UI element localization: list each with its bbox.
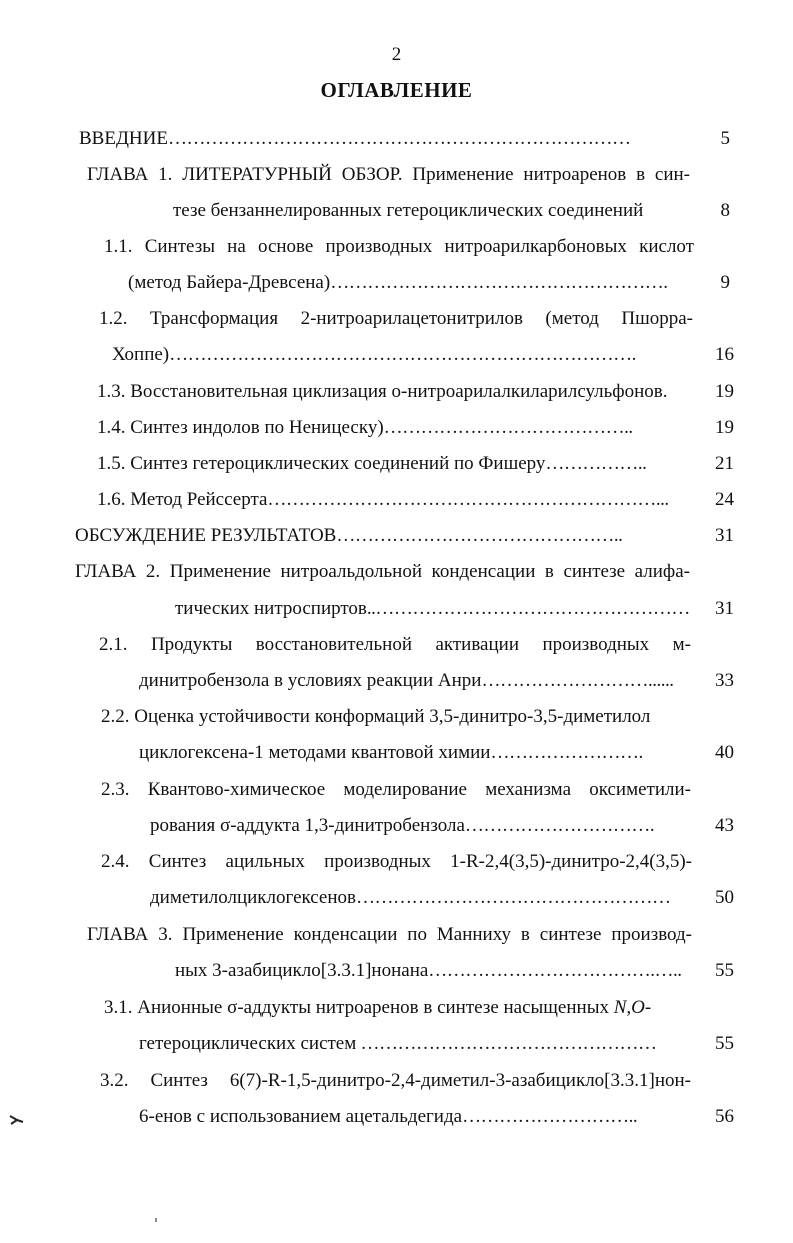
toc-text: Хоппе) <box>112 344 170 365</box>
toc-section-2-4-line2 <box>150 885 671 911</box>
toc-leader: …………….. <box>545 453 647 474</box>
toc-page-1-3: 19 <box>715 381 734 402</box>
toc-page-1-6: 24 <box>715 489 734 510</box>
toc-leader: ……………………………….….. <box>428 960 682 981</box>
toc-section-2-1-line2 <box>139 668 673 694</box>
page-number: 2 <box>391 44 402 65</box>
toc-section-1-1-line2 <box>128 270 667 296</box>
toc-section-1-3: 1.3. Восстановительная циклизация о-нитроарилалкиларилсульфонов. <box>97 381 668 402</box>
toc-section-2-3-line2 <box>150 813 654 839</box>
toc-chapter-3-line2 <box>175 958 682 984</box>
toc-chapter-1-line1: ГЛАВА 1. ЛИТЕРАТУРНЫЙ ОБЗОР. Применение нитроаренов в син- <box>87 164 690 185</box>
toc-section-1-2-line1: 1.2. Трансформация 2-нитроарилацетонитрилов (метод Пшорра- <box>99 308 693 329</box>
toc-leader: …………………………. <box>464 815 655 836</box>
toc-section-3-1-line2 <box>139 1031 657 1057</box>
toc-section-2-2-line1: 2.2. Оценка устойчивости конформаций 3,5-динитро-3,5-диметилол <box>101 706 651 727</box>
toc-section-1-5 <box>97 451 646 477</box>
toc-text: 1.4. Синтез индолов по Неницеску) <box>97 417 384 438</box>
toc-page-1-2: 16 <box>715 344 734 365</box>
toc-leader: ……………………….. <box>462 1106 638 1127</box>
toc-text: ОБСУЖДЕНИЕ РЕЗУЛЬТАТОВ <box>75 525 337 546</box>
toc-italic-text: N,O- <box>613 997 652 1018</box>
toc-section-1-6 <box>97 487 669 513</box>
toc-text: тических нитроспиртов <box>175 598 367 619</box>
toc-section-1-2-line2 <box>112 342 636 368</box>
toc-leader: ………………………………………………. <box>330 272 668 293</box>
toc-text: 3.1. Анионные σ-аддукты нитроаренов в синтезе насыщенных <box>104 997 614 1018</box>
toc-page-intro: 5 <box>720 128 730 149</box>
toc-text: 1.6. Метод Рейссерта <box>97 489 268 510</box>
toc-leader: ………………………………………………………………… <box>167 128 631 149</box>
toc-leader: ………………………...... <box>481 670 674 691</box>
page-title: ОГЛАВЛЕНИЕ <box>320 78 473 102</box>
toc-section-2-4-line1: 2.4. Синтез ацильных производных 1-R-2,4(3,5)-динитро-2,4(3,5)- <box>101 851 692 872</box>
toc-page-discussion: 31 <box>715 525 734 546</box>
toc-text: ных 3-азабицикло[3.3.1]нонана <box>175 960 429 981</box>
toc-text: 1.5. Синтез гетероциклических соединений по Фишеру <box>97 453 546 474</box>
toc-text: гетероциклических систем <box>139 1033 357 1054</box>
toc-leader: ..…………………………………………… <box>366 598 690 619</box>
toc-page-2-1: 33 <box>715 670 734 691</box>
toc-text: рования σ-аддукта 1,3-динитробензола <box>150 815 465 836</box>
toc-page-2-2: 40 <box>715 742 734 763</box>
toc-leader: ………………………………………… <box>356 1033 657 1054</box>
scan-mark-icon <box>8 1113 26 1132</box>
toc-chapter-3-line1: ГЛАВА 3. Применение конденсации по Манниху в синтезе производ- <box>87 924 692 945</box>
toc-section-2-2-line2 <box>139 740 643 766</box>
toc-leader: ……………………………………….. <box>336 525 623 546</box>
toc-leader: ……………………. <box>490 742 643 763</box>
toc-text: ВВЕДНИЕ <box>79 128 168 149</box>
toc-section-2-1-line1: 2.1. Продукты восстановительной активации производных м- <box>99 634 691 655</box>
toc-text: диметилолциклогексенов <box>150 887 356 908</box>
toc-text: циклогексена-1 методами квантовой химии <box>139 742 491 763</box>
toc-chapter-1-line2: тезе бензаннелированных гетероциклических соединений <box>173 200 644 221</box>
toc-section-3-2-line2 <box>139 1104 637 1130</box>
toc-page-2-3: 43 <box>715 815 734 836</box>
toc-text: 6-енов с использованием ацетальдегида <box>139 1106 463 1127</box>
toc-text: (метод Байера-Древсена) <box>128 272 331 293</box>
toc-page-1-1: 9 <box>720 272 730 293</box>
toc-discussion <box>75 523 622 549</box>
toc-page-3-2: 56 <box>715 1106 734 1127</box>
toc-entry-intro <box>79 126 630 152</box>
toc-leader: …………………………………………… <box>356 887 671 908</box>
toc-page-2-4: 50 <box>715 887 734 908</box>
toc-text: динитробензола в условиях реакции Анри <box>139 670 482 691</box>
toc-page-ch1: 8 <box>720 200 730 221</box>
toc-section-3-1-line1 <box>104 995 651 1021</box>
toc-page-ch3: 55 <box>715 960 734 981</box>
toc-section-1-4 <box>97 415 633 441</box>
toc-section-3-2-line1: 3.2. Синтез 6(7)-R-1,5-динитро-2,4-диметил-3-азабицикло[3.3.1]нон- <box>100 1070 691 1091</box>
toc-page-1-4: 19 <box>715 417 734 438</box>
toc-page-1-5: 21 <box>715 453 734 474</box>
scan-speck <box>155 1218 157 1222</box>
toc-leader: …………………………………………………………………. <box>169 344 636 365</box>
toc-leader: ………………………………………………………... <box>267 489 669 510</box>
toc-page-ch2: 31 <box>715 598 734 619</box>
toc-chapter-2-line2 <box>175 596 690 622</box>
toc-leader: ………………………………….. <box>383 417 633 438</box>
toc-section-2-3-line1: 2.3. Квантово-химическое моделирование механизма оксиметили- <box>101 779 691 800</box>
toc-section-1-1-line1: 1.1. Синтезы на основе производных нитроарилкарбоновых кислот <box>104 236 694 257</box>
toc-page-3-1: 55 <box>715 1033 734 1054</box>
toc-chapter-2-line1: ГЛАВА 2. Применение нитроальдольной конденсации в синтезе алифа- <box>75 561 690 582</box>
